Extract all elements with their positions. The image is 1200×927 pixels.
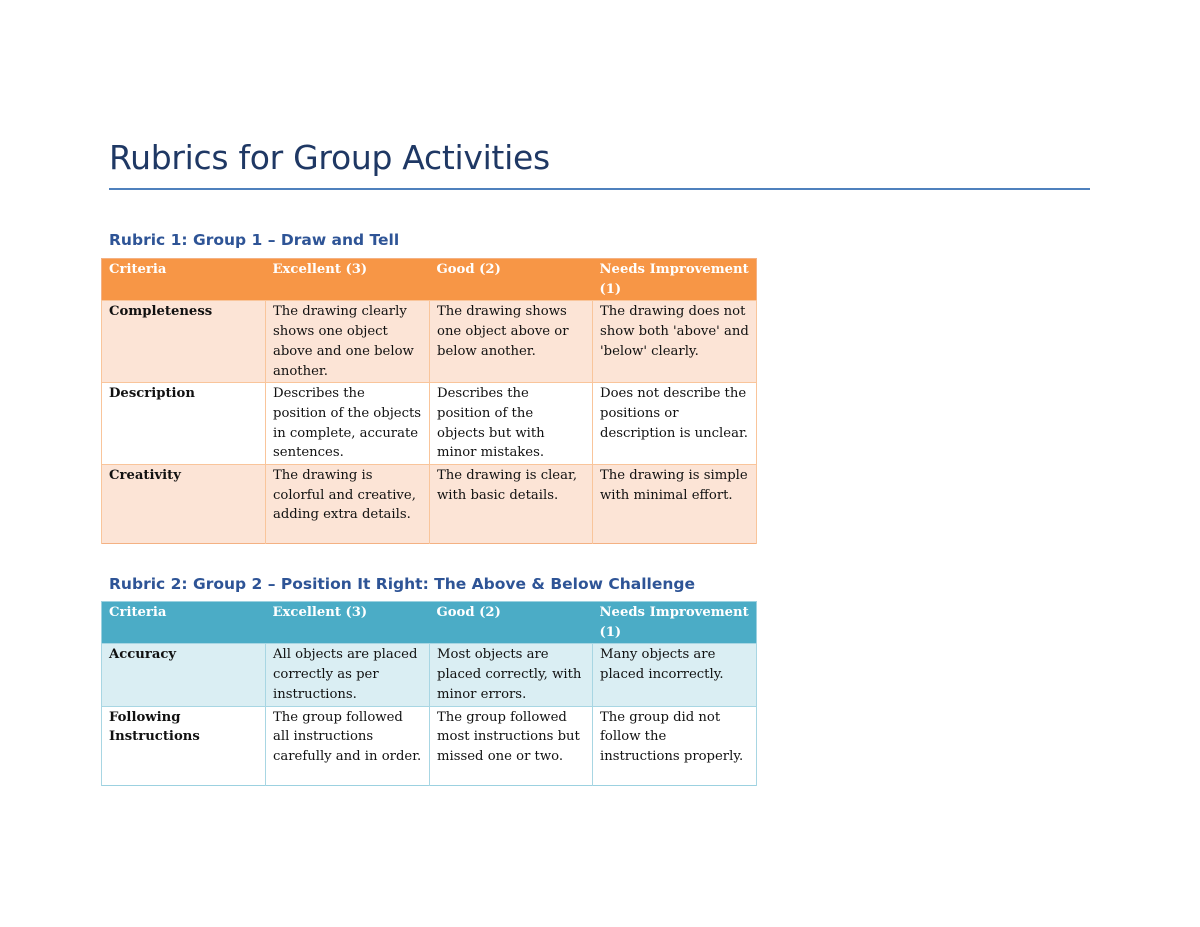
good-cell: Most objects are placed correctly, with minor errors. xyxy=(430,644,593,706)
criteria-cell: Description xyxy=(102,383,266,465)
table-row xyxy=(102,465,757,544)
criteria-cell: Accuracy xyxy=(102,644,266,706)
table-row xyxy=(102,706,757,785)
rubric2-header-criteria: Criteria xyxy=(102,602,266,644)
criteria-cell: Completeness xyxy=(102,301,266,383)
good-cell: Describes the position of the objects but with minor mistakes. xyxy=(430,383,593,465)
rubric1-heading: Rubric 1: Group 1 – Draw and Tell xyxy=(109,231,400,249)
criteria-cell: Following Instructions xyxy=(102,706,266,785)
rubric2-heading: Rubric 2: Group 2 – Position It Right: The Above & Below Challenge xyxy=(109,575,695,593)
needs-improvement-cell: The drawing is simple with minimal effort. xyxy=(593,465,757,544)
good-cell: The group followed most instructions but missed one or two. xyxy=(430,706,593,785)
table-row xyxy=(102,383,757,465)
rubric2-header-row xyxy=(102,602,757,644)
rubric1-header-excellent: Excellent (3) xyxy=(266,259,430,301)
good-cell: The drawing is clear, with basic details. xyxy=(430,465,593,544)
rubric1-header-criteria: Criteria xyxy=(102,259,266,301)
excellent-cell: The group followed all instructions carefully and in order. xyxy=(266,706,430,785)
table-row xyxy=(102,644,757,706)
table-row xyxy=(102,301,757,383)
title-underline xyxy=(109,188,1090,190)
criteria-cell: Creativity xyxy=(102,465,266,544)
rubric2-header-good: Good (2) xyxy=(430,602,593,644)
rubric2-header-excellent: Excellent (3) xyxy=(266,602,430,644)
rubric2-table xyxy=(101,601,757,786)
rubric1-header-row xyxy=(102,259,757,301)
needs-improvement-cell: Many objects are placed incorrectly. xyxy=(593,644,757,706)
excellent-cell: The drawing is colorful and creative, adding extra details. xyxy=(266,465,430,544)
excellent-cell: The drawing clearly shows one object above and one below another. xyxy=(266,301,430,383)
needs-improvement-cell: Does not describe the positions or description is unclear. xyxy=(593,383,757,465)
rubric1-header-needs-improvement: Needs Improvement (1) xyxy=(593,259,757,301)
excellent-cell: Describes the position of the objects in complete, accurate sentences. xyxy=(266,383,430,465)
excellent-cell: All objects are placed correctly as per instructions. xyxy=(266,644,430,706)
page-title: Rubrics for Group Activities xyxy=(109,138,550,177)
needs-improvement-cell: The group did not follow the instructions properly. xyxy=(593,706,757,785)
rubric2-header-needs-improvement: Needs Improvement (1) xyxy=(593,602,757,644)
rubric1-table xyxy=(101,258,757,544)
needs-improvement-cell: The drawing does not show both 'above' and 'below' clearly. xyxy=(593,301,757,383)
rubric1-header-good: Good (2) xyxy=(430,259,593,301)
good-cell: The drawing shows one object above or below another. xyxy=(430,301,593,383)
